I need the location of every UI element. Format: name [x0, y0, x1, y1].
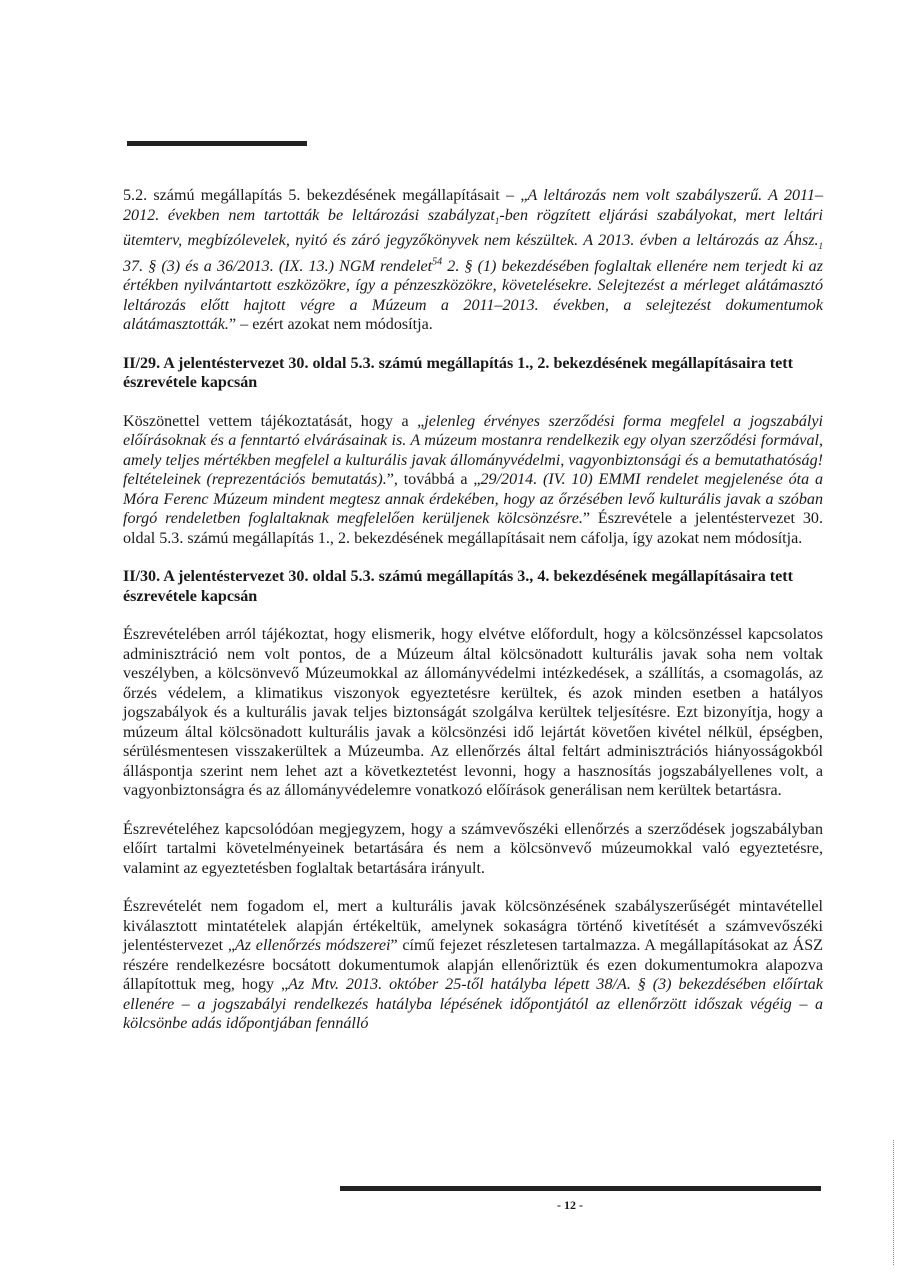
section-30-paragraph-1: Észrevételében arról tájékoztat, hogy elismerik, hogy elvétve előfordult, hogy a kölcsönzéssel kapcsolatos adminisztráció nem volt pontos, de a Múzeum által kölcsönadott kulturális javak soha nem voltak veszélyben, a kölcsönvevő Múzeumokkal az állományvédelmi intézkedések, a szállítás, a csomagolás, az őrzés védelem, a klimatikus viszonyok egyeztetésre kerültek, és azok minden esetben a hatályos jogszabályok és a kulturális javak teljes biztonságát szolgálva kerültek teljesítésre. Ezt bizonyítja, hogy a múzeum által kölcsönadott kulturális javak a kölcsönzési idő lejártát követően kivétel nélkül, épségben, sérülésmentesen visszakerültek a Múzeumba. Az ellenőrzés által feltárt adminisztrációs hiányosságokból álláspontja szerint nem lehet azt a következtetést levonni, hogy a hasznosítás jogszabályellenes volt, a vagyonbiztonságra és az állományvédelemre vonatkozó előírások generálisan nem kerültek betartásra.: [123, 626, 823, 800]
section-30-quote: Az Mtv. 2013. október 25-től hatályba lépett 38/A. § (3) bekezdésében előírtak ellenére – a jogszabályi rendelkezés hatályba lépésének időpontjától az ellenőrzött időszak végéig – a kölcsönbe adás időpontjában fennálló: [123, 976, 823, 1033]
section-29-paragraph: Köszönettel vettem tájékoztatását, hogy a „jelenleg érvényes szerződési forma megfelel a jogszabályi előírásoknak és a fenntartó elvárásainak is. A múzeum mostanra rendelkezik egy olyan szerződési formával, amely teljes mértékben megfelel a kulturális javak állományvédelmi, vagyonbiztonsági és a bemutathatóság! feltételeinek (reprezentációs bemutatás).”, továbbá a „29/2014. (IV. 10) EMMI rendelet megjelenése óta a Móra Ferenc Múzeum mindent megtesz annak érdekében, hogy az őrzésében levő kulturális javak a szóban forgó rendeletben foglaltaknak megfelelően kerüljenek kölcsönzésre.” Észrevétele a jelentéstervezet 30. oldal 5.3. számú megállapítás 1., 2. bekezdésének megállapításait nem cáfolja, így azokat nem módosítja.: [123, 412, 823, 547]
footnote-ref: 54: [432, 256, 443, 268]
section-30-paragraph-3: Észrevételét nem fogadom el, mert a kulturális javak kölcsönzésének szabályszerűségét mintavétellel kiválasztott mintatételek alapján értékeltük, amelynek sokaságra történő kivetítését a számvevőszéki jelentéstervezet „Az ellenőrzés módszerei” című fejezet részletesen tartalmazza. A megállapításokat az ÁSZ részére rendelkezésre bocsátott dokumentumok alapján ellenőriztük és ezen dokumentumokra alapozva állapítottuk meg, hogy „Az Mtv. 2013. október 25-től hatályba lépett 38/A. § (3) bekezdésében előírtak ellenére – a jogszabályi rendelkezés hatályba lépésének időpontjától az ellenőrzött időszak végéig – a kölcsönbe adás időpontjában fennálló: [123, 898, 823, 1033]
section-29-heading: II/29. A jelentéstervezet 30. oldal 5.3. számú megállapítás 1., 2. bekezdésének megállapításaira tett észrevétele kapcsán: [123, 354, 794, 392]
document-body: [123, 186, 823, 1053]
method-chapter-title: Az ellenőrzés módszerei: [234, 937, 391, 955]
intro-lead: 5.2. számú megállapítás 5. bekezdésének megállapításait – „: [123, 187, 528, 204]
section-30-paragraph-2: Észrevételéhez kapcsolódóan megjegyzem, hogy a számvevőszéki ellenőrzés a szerződések jogszabályban előírt tartalmi követelményeinek betartására és nem a kölcsönvevő múzeumokkal való egyeztetésre, valamint az egyeztetésben foglaltak betartására irányult.: [123, 820, 823, 877]
bottom-rule: [340, 1186, 821, 1191]
page-number: - 12 -: [557, 1198, 583, 1212]
section-30-heading: II/30. A jelentéstervezet 30. oldal 5.3. számú megállapítás 3., 4. bekezdésének megállapításaira tett észrevétele kapcsán: [123, 568, 794, 605]
top-rule: [127, 141, 307, 146]
intro-quote: A leltározás nem volt szabályszerű. A 2011–2012. években nem tartották be leltározási szabályzat$_1$-ben rögzített eljárási szabályokat, mert leltári ütemterv, megbízólevelek, nyitó és záró jegyzőkönyvek nem készültek. A 2013. évben a leltározás az $Áhsz._1$ 37. § (3) és a 36/2013. (IX. 13.) NGM rendelet$^{54}$ 2. § (1) bekezdésében foglaltak ellenére nem terjedt ki az értékben nyilvántartott eszközökre, így a pénzeszközökre, követelésekre. Selejtezést a mérleget alátámasztó leltározás előtt hajtott végre a Múzeum a 2011–2013. években, a selejtezést dokumentumok alátámasztották.: [123, 187, 823, 334]
scan-edge-mark: [893, 1140, 894, 1265]
section-29-quote-b: 29/2014. (IV. 10) EMMI rendelet megjelenése óta a Móra Ferenc Múzeum mindent megtesz annak érdekében, hogy az őrzésében levő kulturális javak a szóban forgó rendeletben foglaltaknak megfelelően kerüljenek kölcsönzésre.: [123, 471, 823, 528]
section-29-quote-a: jelenleg érvényes szerződési forma megfelel a jogszabályi előírásoknak és a fenntartó elvárásainak is. A múzeum mostanra rendelkezik egy olyan szerződési formával, amely teljes mértékben megfelel a kulturális javak állományvédelmi, vagyonbiztonsági és a bemutathatóság! feltételeinek (reprezentációs bemutatás).: [123, 412, 823, 489]
intro-paragraph: [123, 186, 823, 335]
intro-tail: ” – ezért azokat nem módosítja.: [228, 316, 433, 334]
